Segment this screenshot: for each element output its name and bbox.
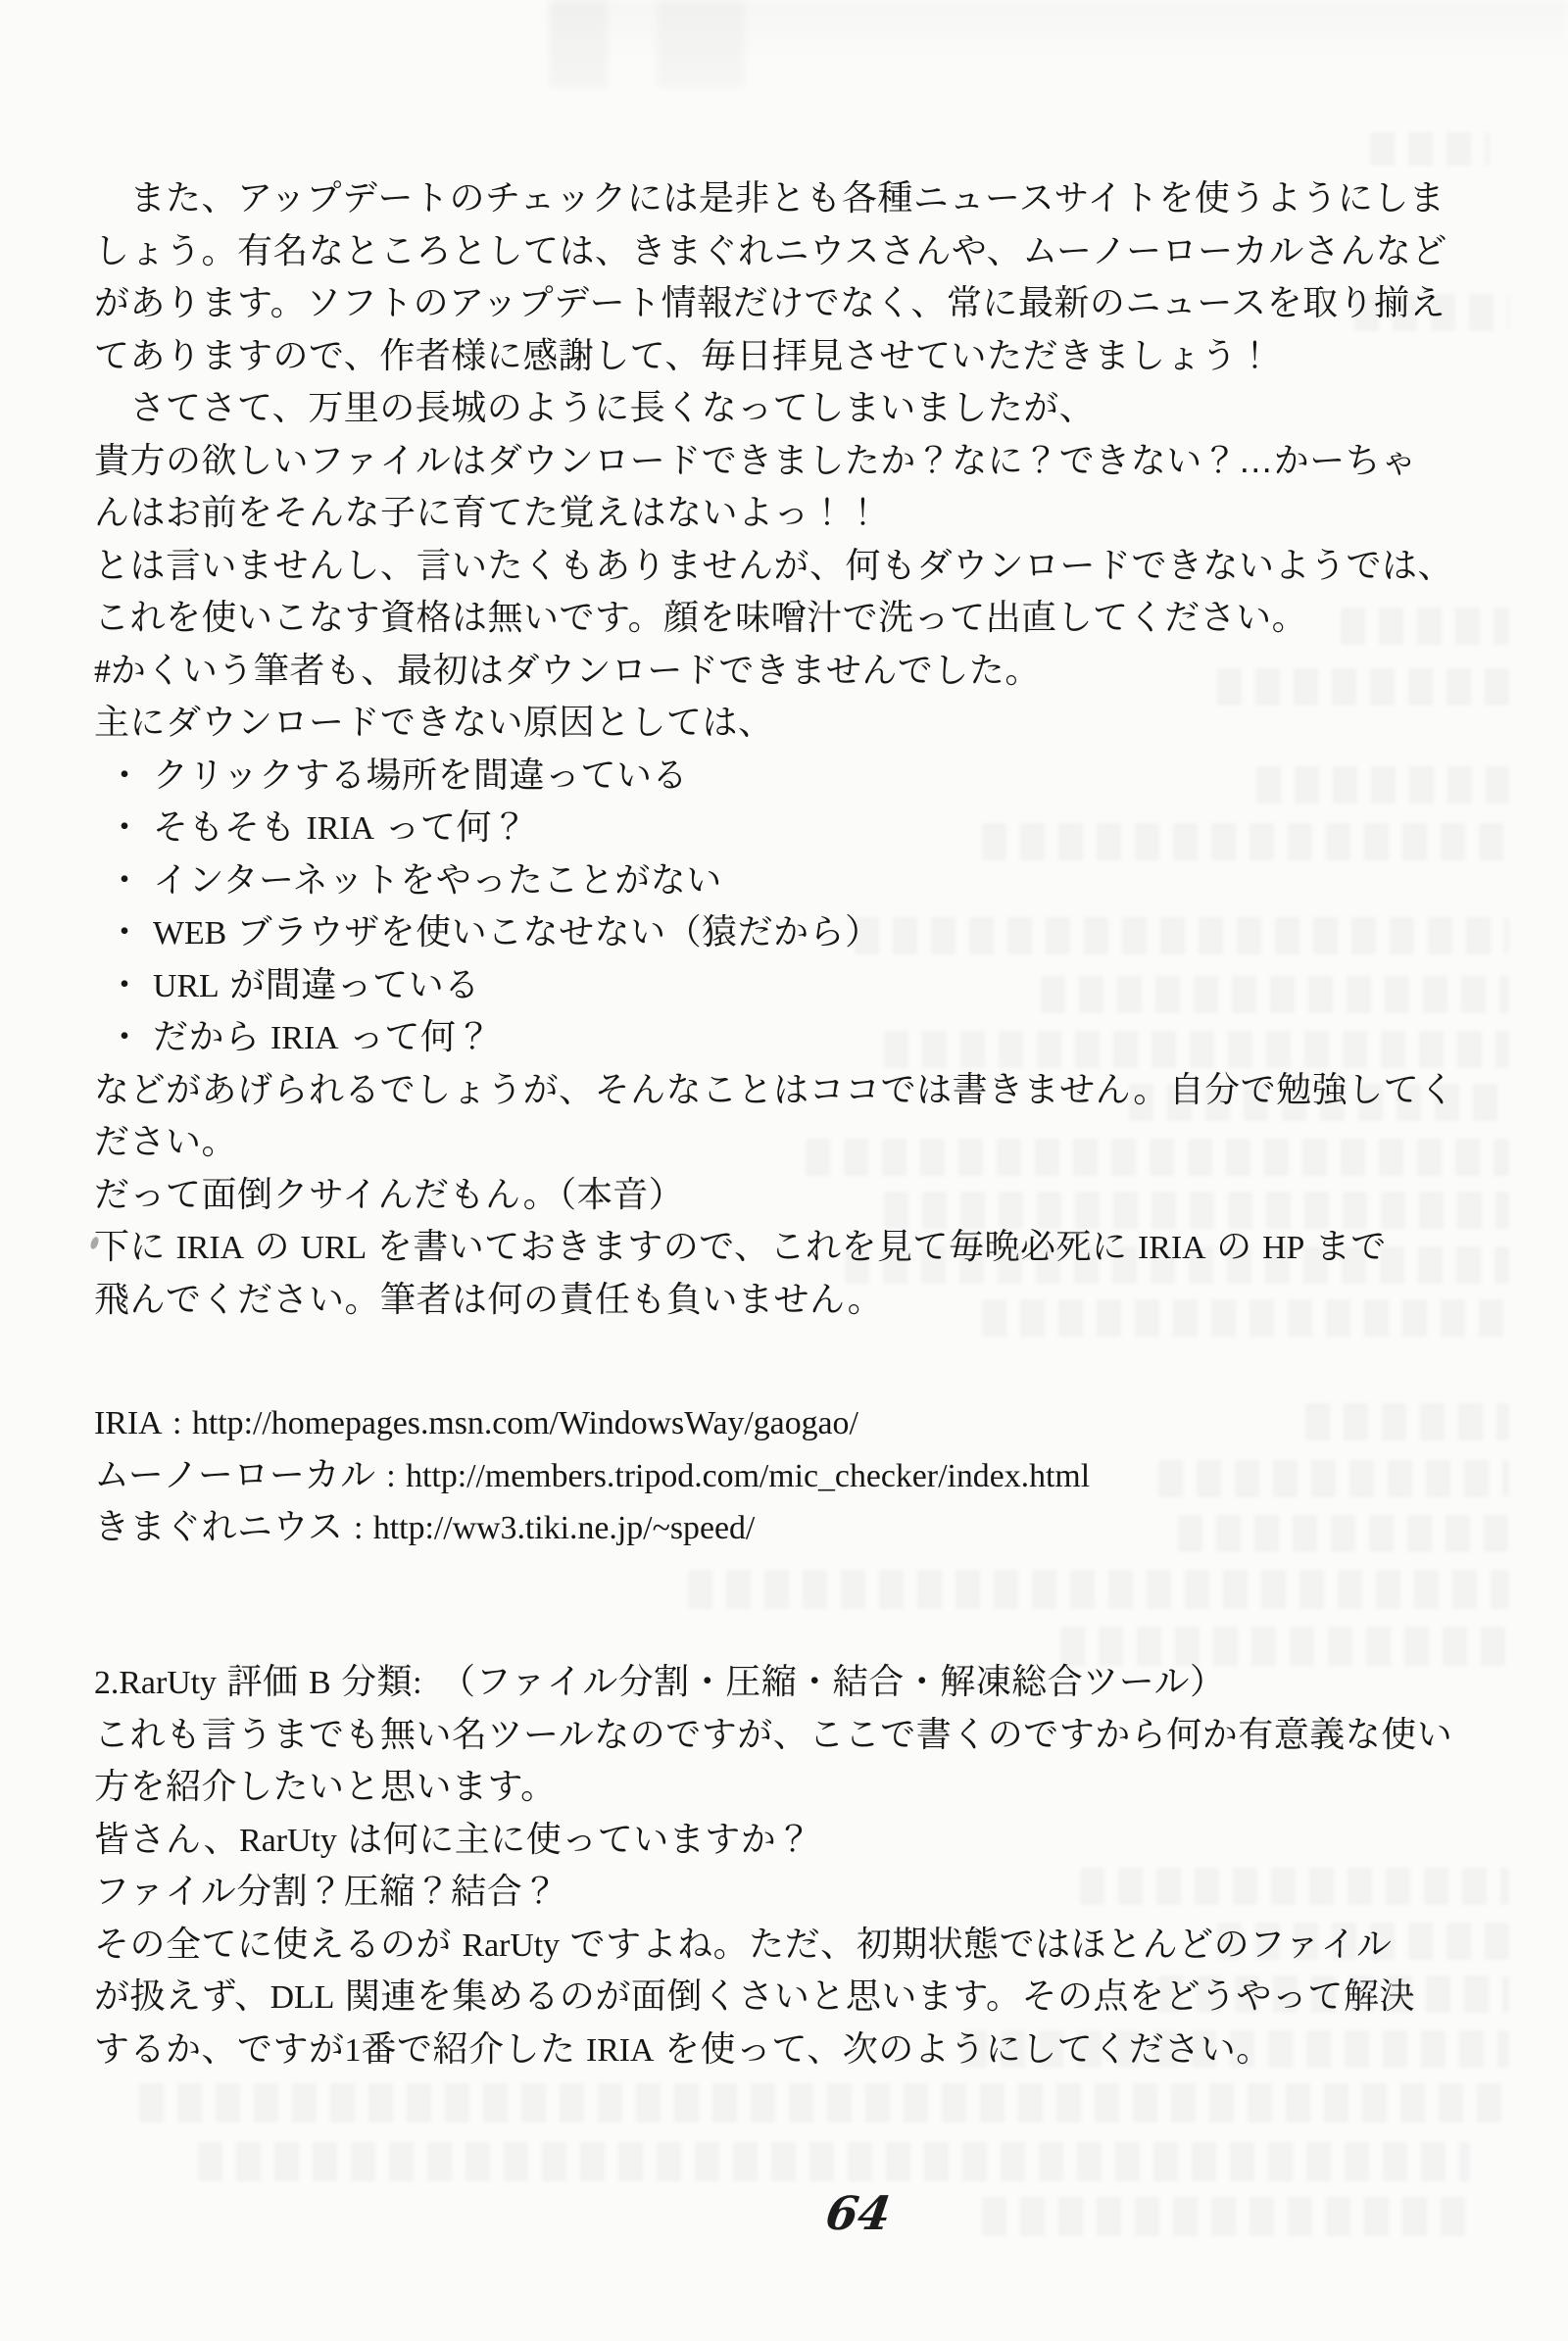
latin-text: http://members.tripod.com/mic_checker/index.html: [406, 1457, 1091, 1494]
latin-text: B: [308, 1665, 331, 1701]
text-line: 飛んでください。筆者は何の責任も負いません。: [94, 1278, 884, 1319]
latin-text: 1: [344, 2031, 362, 2069]
text-line: ・ URL が間違っている: [107, 963, 480, 1004]
text-line: が扱えず、DLL 関連を集めるのが面倒くさいと思います。その点をどうやって解決: [94, 1975, 1416, 2016]
text-line: だって面倒クサイんだもん。（本音）: [94, 1173, 685, 1214]
text-line: これを使いこなす資格は無いです。顔を味噌汁で洗って出直してください。: [94, 597, 1308, 637]
text-line: ・ インターネットをやったことがない: [107, 858, 722, 900]
text-line: #かくいう筆者も、最初はダウンロードできませんでした。: [94, 649, 1041, 690]
text-line: んはお前をそんな子に育てた覚えはないよっ！！: [94, 492, 882, 532]
latin-text: URL: [153, 967, 220, 1004]
page-number: 64: [822, 2187, 895, 2241]
text-line: ださい。: [94, 1121, 238, 1161]
latin-text: IRIA: [175, 1230, 245, 1266]
text-line: とは言いませんし、言いたくもありませんが、何もダウンロードできないようでは、: [94, 544, 1454, 585]
text-line: 2.RarUty 評価 B 分類: （ファイル分割・圧縮・結合・解凍総合ツール）: [94, 1661, 1226, 1701]
text-line: きまぐれニウス : http://ww3.tiki.ne.jp/~speed/: [94, 1506, 756, 1546]
latin-text: :: [386, 1457, 396, 1494]
latin-text: URL: [300, 1230, 368, 1266]
text-line: その全てに使えるのが RarUty ですよね。ただ、初期状態ではほとんどのファイル: [94, 1923, 1393, 1964]
latin-text: IRIA: [1138, 1230, 1206, 1266]
latin-text: HP: [1262, 1230, 1305, 1266]
latin-text: RarUty: [462, 1926, 561, 1964]
latin-text: :: [413, 1665, 422, 1701]
text-line: ・ だから IRIA って何？: [107, 1016, 493, 1056]
latin-text: WEB: [153, 915, 227, 951]
latin-text: IRIA: [270, 1020, 339, 1056]
text-line: ・ WEB ブラウザを使いこなせない（猿だから）: [107, 911, 881, 951]
latin-text: RarUty: [239, 1822, 337, 1859]
text-line: てありますので、作者様に感謝して、毎日拝見させていただきましょう！: [94, 334, 1274, 375]
text-line: などがあげられるでしょうが、そんなことはココでは書きません。自分で勉強してく: [94, 1068, 1455, 1109]
latin-text: DLL: [270, 1979, 335, 2016]
latin-text: http://ww3.tiki.ne.jp/~speed/: [372, 1510, 756, 1546]
text-line: があります。ソフトのアップデート情報だけでなく、常に最新のニュースを取り揃え: [94, 282, 1446, 322]
text-line: また、アップデートのチェックには是非とも各種ニュースサイトを使うようにしま: [94, 177, 1446, 218]
paragraph-download-advice: [94, 171, 1515, 1325]
text-line: 貴方の欲しいファイルはダウンロードできましたか？なに？できない？…かーちゃ: [94, 439, 1417, 480]
latin-text: :: [353, 1510, 364, 1546]
text-line: しょう。有名なところとしては、きまぐれニウスさんや、ムーノーローカルさんなど: [94, 229, 1447, 270]
section-raruty: [94, 1655, 1515, 2074]
latin-text: IRIA: [94, 1405, 163, 1441]
text-line: さてさて、万里の長城のように長くなってしまいましたが、: [94, 387, 1096, 427]
text-line: 下に IRIA の URL を書いておきますので、これを見て毎晩必死に IRIA の HP まで: [94, 1226, 1387, 1266]
latin-text: IRIA: [306, 810, 375, 847]
latin-text: 2.RarUty: [94, 1665, 217, 1701]
text-line: 主にダウンロードできない原因としては、: [94, 702, 774, 742]
latin-text: #: [94, 653, 111, 690]
latin-text: IRIA: [585, 2031, 655, 2069]
text-line: 皆さん、RarUty は何に主に使っていますか？: [94, 1818, 812, 1859]
text-line: ・ クリックする場所を間違っている: [107, 754, 689, 795]
text-line: これも言うまでも無い名ツールなのですが、ここで書くのですから何か有意義な使い: [94, 1713, 1453, 1754]
latin-text: http://homepages.msn.com/WindowsWay/gaogao/: [191, 1405, 858, 1441]
text-line: [94, 1395, 1515, 1448]
text-line: ファイル分割？圧縮？結合？: [94, 1871, 559, 1911]
scan-artifact-top: [549, 0, 1568, 88]
text-line: ムーノーローカル : http://members.tripod.com/mic_checker/index.html: [94, 1453, 1091, 1494]
text-line: するか、ですが1番で紹介した IRIA を使って、次のようにしてください。: [94, 2027, 1272, 2069]
latin-text: :: [172, 1405, 182, 1441]
url-list: [94, 1395, 1515, 1553]
text-line: 方を紹介したいと思います。: [94, 1766, 557, 1806]
text-line: ・ そもそも IRIA って何？: [107, 806, 528, 847]
